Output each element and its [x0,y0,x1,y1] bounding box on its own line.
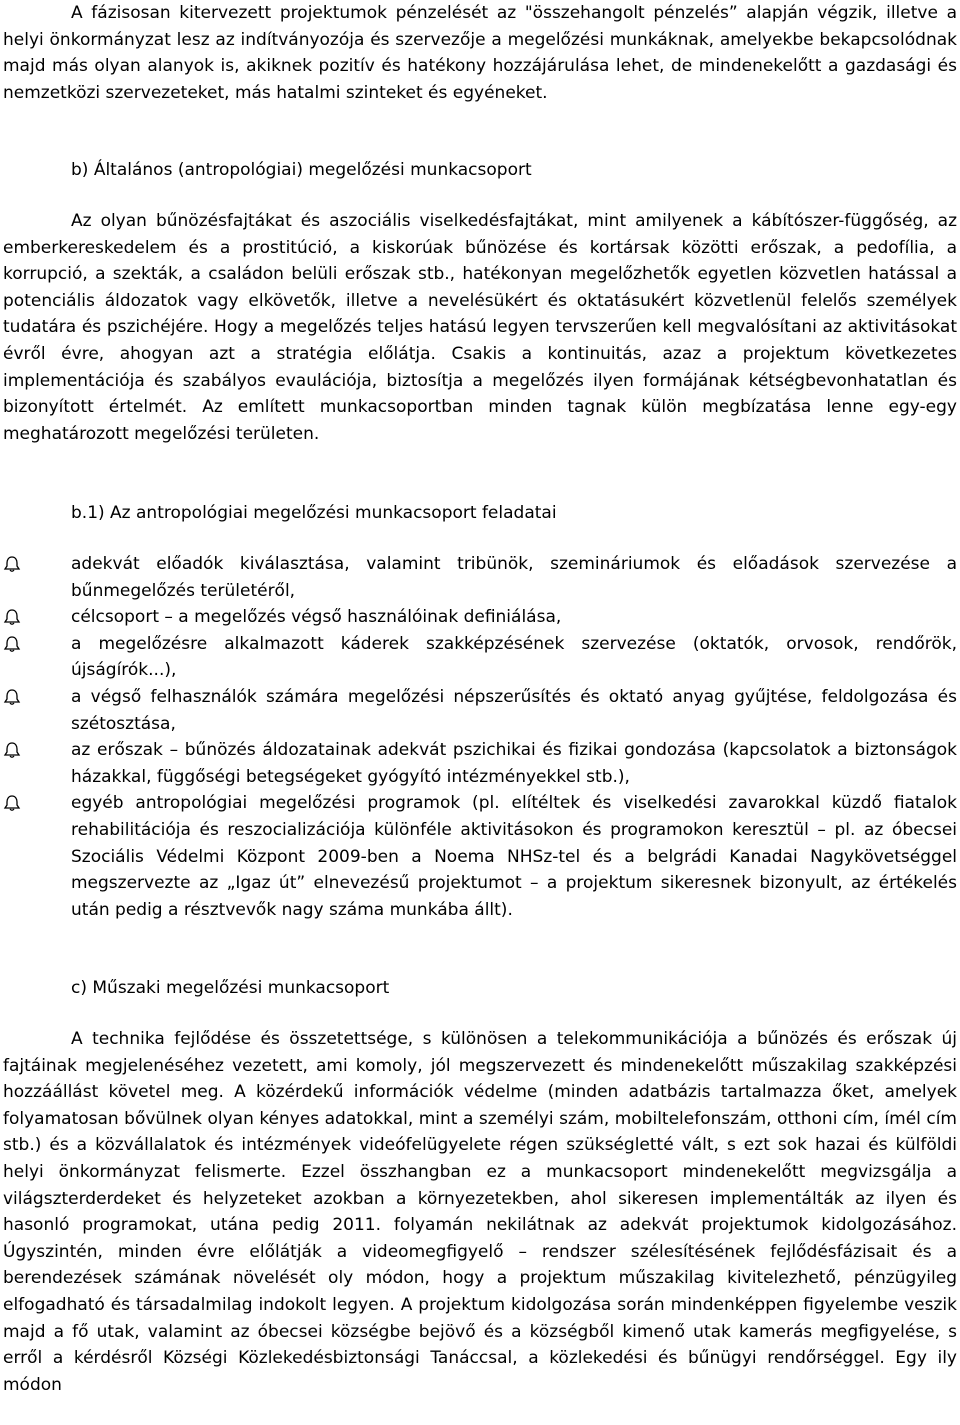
section-heading-c: c) Műszaki megelőzési munkacsoport [71,978,390,998]
list-item [3,604,957,631]
bell-icon [3,741,21,759]
section-heading-b: b) Általános (antropológiai) megelőzési munkacsoport [71,160,532,180]
list-item-text: a végső felhasználók számára megelőzési népszerűsítés és oktató anyag gyűjtése, feldolgozása és szétosztása, [71,686,957,734]
list-item [3,684,957,737]
list-item [3,737,957,790]
list-item-text: a megelőzésre alkalmazott káderek szakképzésének szervezése (oktatók, orvosok, rendőrök, újságírók...), [71,633,957,681]
bell-icon [3,635,21,653]
list-item [3,551,957,604]
list-item-text: az erőszak – bűnözés áldozatainak adekvát pszichikai és fizikai gondozása (kapcsolatok a biztonságok házakkal, függőségi betegségeket gyógyító intézményekkel stb.), [71,740,957,787]
section-heading-b1: b.1) Az antropológiai megelőzési munkacsoport feladatai [71,503,557,523]
list-item [3,790,957,923]
bell-icon [3,794,21,812]
list-item-text: célcsoport – a megelőzés végső használóinak definiálása, [71,607,562,628]
bell-icon [3,608,21,626]
list-item-text: egyéb antropológiai megelőzési programok (pl. elítéltek és viselkedési zavarokkal küzdő fiatalok rehabilitációja és reszocializációja különféle aktivitásokon és programokon keresztül – pl. az óbecsei Szociális Védelmi Központ 2009-ben a Noema NHSz-tel és a belgrádi Kanadai Nagykövetséggel megszervezte az „Igaz út” elnevezésű projektumot – a projektum sikeresnek bizonyult, az értékelés után pedig a résztvevők nagy száma munkába állt). [71,793,957,920]
task-list [3,551,957,923]
paragraph-anthropological: Az olyan bűnözésfajtákat és aszociális viselkedésfajtákat, mint amilyenek a kábítószer-függőség, az emberkereskedelem és a prostitúció, a kiskorúak bűnözése és kortársak közötti erőszak, a pedofília, a korrupció, a szekták, a családon belüli erőszak stb., hatékonyan megelőzhetők egyetlen közvetlen hatással a potenciális áldozatok vagy elkövetők, illetve a nevelésükért és oktatásukért közvetlenül felelős személyek tudatára és pszichéjére. Hogy a megelőzés teljes hatású legyen tervszerűen kell megvalósítani az aktivitásokat évről évre, ahogyan azt a stratégia előlátja. Csakis a kontinuitás, azaz a projektum következetes implementációja és szabályos evaulációja, biztosítja a megelőzés ilyen formájának kétségbevonhatatlan és bizonyított értelmét. Az említett munkacsoportban minden tagnak külön megbízatása lenne egy-egy meghatározott megelőzési területen. [3,211,957,444]
bell-icon [3,688,21,706]
paragraph-funding: A fázisosan kitervezett projektumok pénzelését az "összehangolt pénzelés” alapján végzik, illetve a helyi önkormányzat lesz az indítványozója és szervezője a megelőzési munkáknak, amelyekbe bekapcsolódnak majd más olyan alanyok is, akiknek pozitív és hatékony hozzájárulása lehet, de mindenekelőtt a gazdasági és nemzetközi szervezeteket, más hatalmi szinteket és egyéneket. [3,3,957,103]
paragraph-technical: A technika fejlődése és összetettsége, s különösen a telekommunikációja a bűnözés és erőszak új fajtáinak megjelenéséhez vezetett, ami komoly, jól megszervezett és mindenekelőtt műszakilag szakképzési hozzáállást követel meg. A közérdekű információk védelme (minden adatbázis tartalmazza őket, amelyek folyamatosan bővülnek olyan kényes adatokkal, mint a személyi szám, mobiltelefonszám, otthoni cím, ímél cím stb.) és a közvállalatok és intézmények videófelügyelete régen szükségletté vált, s ezt sok hazai és külföldi helyi önkormányzat felismerte. Ezzel összhangban ez a munkacsoport mindenekelőtt megvizsgálja a világszterderdeket és helyzeteket azokban a környezetekben, ahol sikeresen implementálták az ilyen és hasonló programokat, utána pedig 2011. folyamán nekilátnak az adekvát projektumok kidolgozásához. Úgyszintén, minden évre előlátják a videomegfigyelő – rendszer szélesítésének fejlődésfázisait és a berendezések számának növelését oly módon, hogy a projektum műszakilag kivitelezhető, pénzügyileg elfogadható és társadalmilag indokolt legyen. A projektum kidolgozása során mindenképpen figyelembe veszik majd a fő utak, valamint az óbecsei községbe bejövő és a községből kimenő utak kamerás megfigyelése, s erről a kérdésről Községi Közlekedésbiztonsági Tanáccsal, a közlekedési és bűnügyi rendőrséggel. Egy ily módon [3,1029,957,1395]
list-item [3,631,957,684]
bell-icon [3,555,21,573]
list-item-text: adekvát előadók kiválasztása, valamint tribünök, szemináriumok és előadások szervezése a bűnmegelőzés területéről, [71,554,957,601]
